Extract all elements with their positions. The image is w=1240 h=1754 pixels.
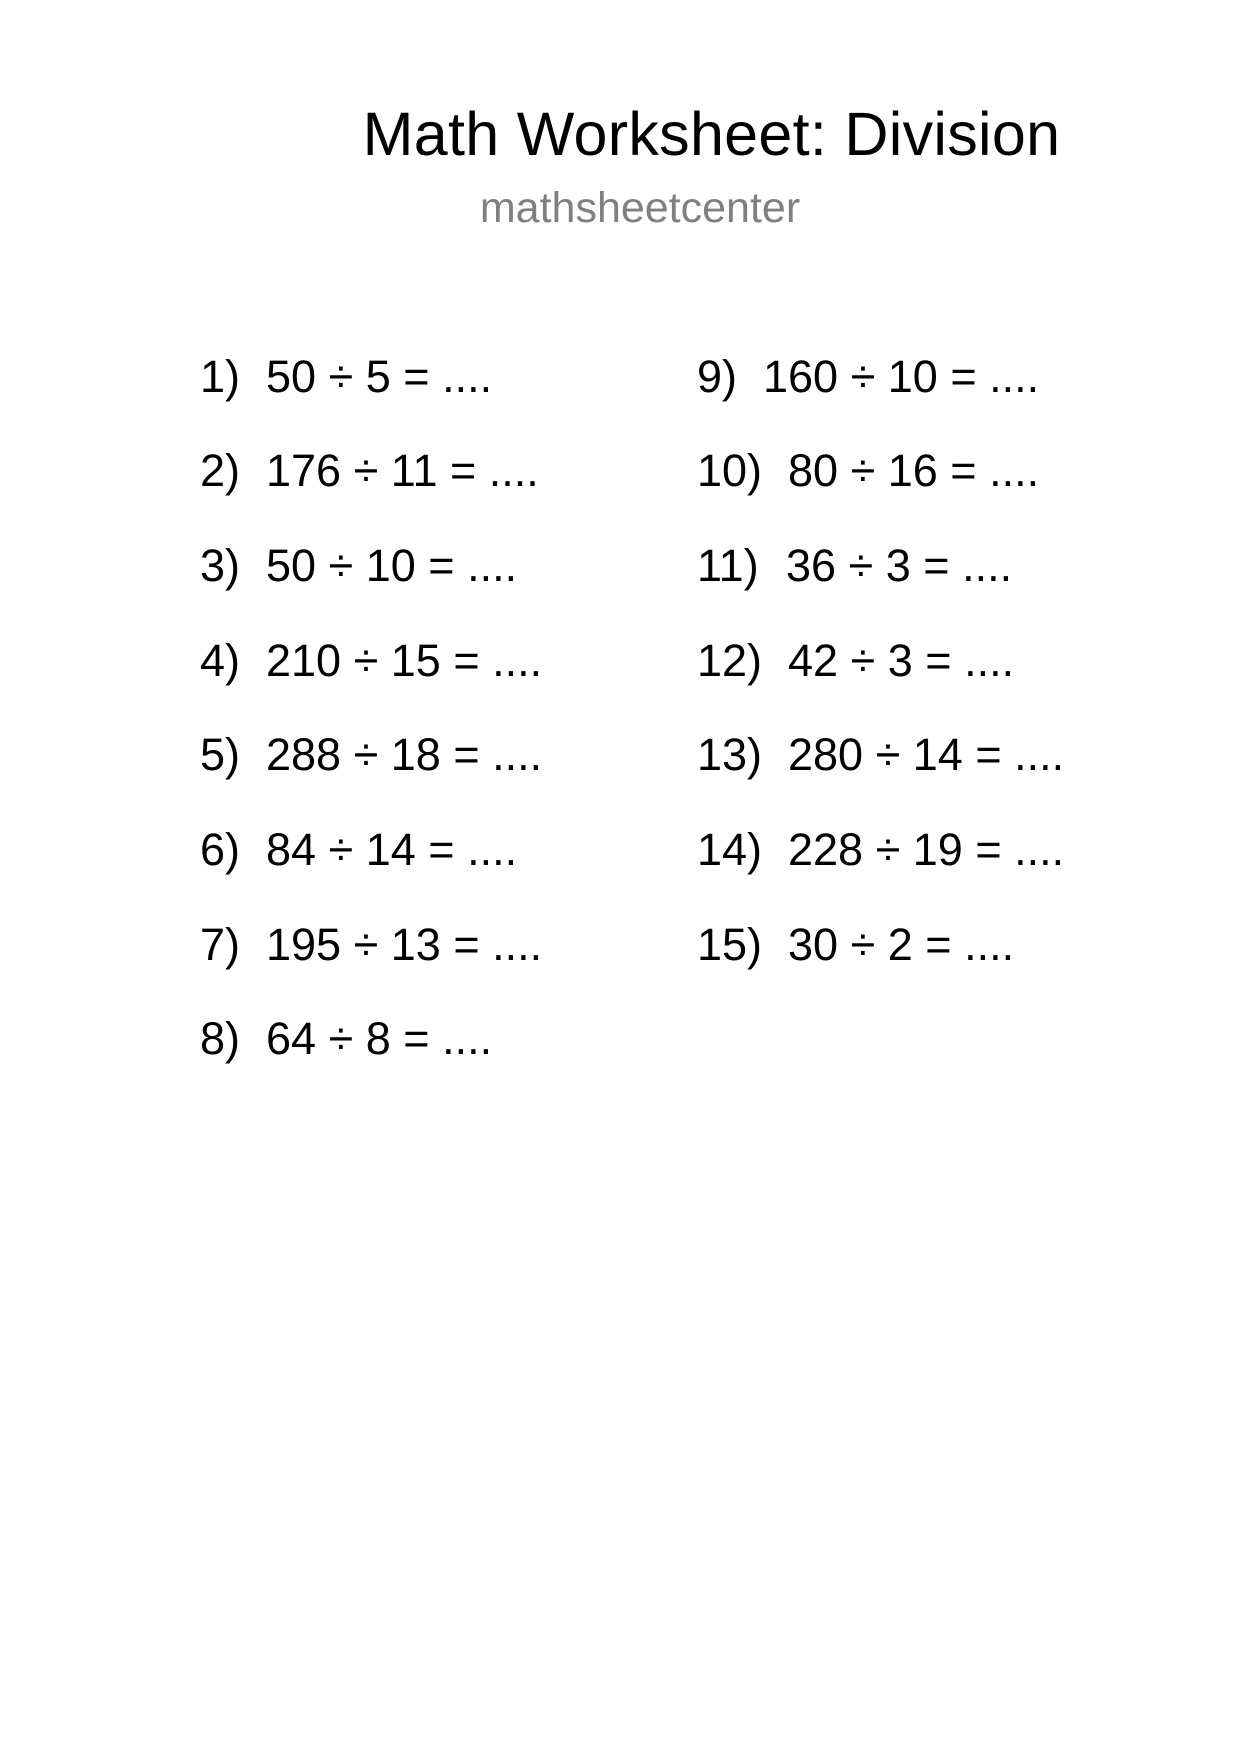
problem-item <box>200 539 517 593</box>
problem-expression: 64 ÷ 8 = .... <box>266 1013 493 1064</box>
problem-number: 8) <box>200 1013 241 1064</box>
problem-expression: 210 ÷ 15 = .... <box>266 635 543 686</box>
problem-item <box>697 539 1012 593</box>
problem-item <box>697 350 1039 404</box>
problem-item <box>697 634 1014 688</box>
problem-number: 9) <box>697 351 738 402</box>
problem-expression: 176 ÷ 11 = .... <box>266 445 539 496</box>
problem-item <box>200 823 517 877</box>
problem-number: 1) <box>200 351 241 402</box>
problem-number: 12) <box>697 635 763 686</box>
page-subtitle: mathsheetcenter <box>479 184 801 232</box>
problem-number: 4) <box>200 635 241 686</box>
problem-item <box>200 918 542 972</box>
problem-number: 10) <box>697 445 763 496</box>
problem-expression: 288 ÷ 18 = .... <box>266 729 543 780</box>
problem-item <box>200 634 542 688</box>
problem-expression: 30 ÷ 2 = .... <box>788 919 1015 970</box>
problem-item <box>697 444 1039 498</box>
problem-expression: 160 ÷ 10 = .... <box>763 351 1040 402</box>
problem-item <box>697 823 1064 877</box>
problem-expression: 50 ÷ 5 = .... <box>266 351 493 402</box>
problem-number: 6) <box>200 824 241 875</box>
problem-expression: 36 ÷ 3 = .... <box>786 540 1013 591</box>
problem-number: 7) <box>200 919 241 970</box>
problem-expression: 228 ÷ 19 = .... <box>788 824 1065 875</box>
problem-expression: 195 ÷ 13 = .... <box>266 919 543 970</box>
problem-item <box>200 350 492 404</box>
problem-number: 15) <box>697 919 763 970</box>
page-title: Math Worksheet: Division <box>362 100 1061 168</box>
problem-item <box>200 728 542 782</box>
problem-number: 11) <box>697 540 759 591</box>
problem-item <box>697 728 1064 782</box>
problem-item <box>697 918 1014 972</box>
problem-item <box>200 1012 492 1066</box>
problem-number: 13) <box>697 729 763 780</box>
problem-expression: 280 ÷ 14 = .... <box>788 729 1065 780</box>
problem-number: 14) <box>697 824 763 875</box>
problem-expression: 80 ÷ 16 = .... <box>788 445 1040 496</box>
problem-number: 5) <box>200 729 241 780</box>
problem-number: 2) <box>200 445 241 496</box>
problem-number: 3) <box>200 540 241 591</box>
problem-expression: 42 ÷ 3 = .... <box>788 635 1015 686</box>
problem-expression: 84 ÷ 14 = .... <box>266 824 518 875</box>
problem-expression: 50 ÷ 10 = .... <box>266 540 518 591</box>
problem-item <box>200 444 539 498</box>
